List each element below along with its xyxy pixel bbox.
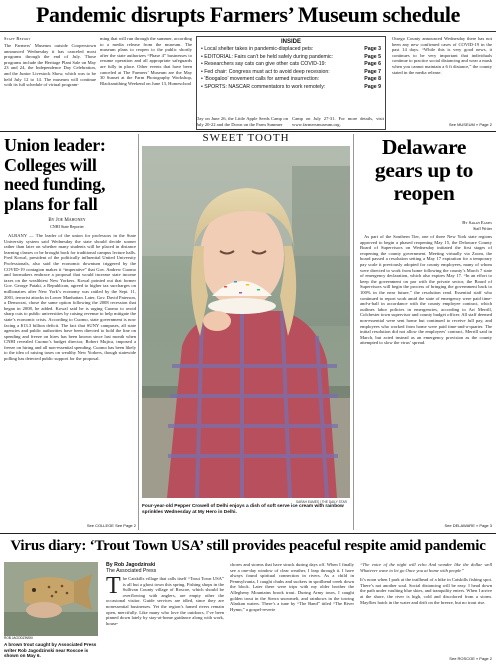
bottom-see-link[interactable]: See ROSCOE » Page 2 <box>449 656 492 661</box>
photo-caption: Four-year-old Pepper Crowell of Delhi enjoys a dish of soft serve ice cream with rainbow sprinkles Wednesday at My Hero in Delhi. <box>142 504 344 515</box>
inside-item[interactable]: • Researchers say cats can give other cats COVID-19: Page 6 <box>201 61 381 68</box>
inside-item[interactable]: • ‘Boogaloo’ movement calls for armed insurrection: Page 8 <box>201 76 381 83</box>
trout-image <box>4 562 98 636</box>
top-see-link[interactable]: See MUSEUM » Page 2 <box>448 122 492 127</box>
bottom-story-col-3: “The voice of the night will echo And wonder like the dollar well Whatever wave to let go Once you at home with people” It’s noon when I park at the trailhead of a hike in Catskills fishing spot. There’s not another soul. Social distancing will be easy. I head down the path under vaulting blue skies, and tranquility enters. When I arrive at the shore, the river is high, cold and discolored from a storm. Mayflies hatch in the water and drift on the breeze, but no trout rise. <box>360 562 492 605</box>
top-story-col-3: Day on June 26, the Little Apple Seeds Camp on July 20-22 and the Down on the Farm Summer <box>196 116 288 127</box>
inside-item[interactable]: • Fed chair: Congress must act to avoid deep recession: Page 7 <box>201 68 381 75</box>
right-story-body: As part of the Southern Tier, one of three New York state regions approved to begin a phased reopening May 15, the Delaware County Board of Supervisors on Wednesday initiated the first stages of reopening the county government. Meeting virtually via Zoom, the board passed a resolution setting a May 17 expiration for a temporary pay scale it previously adopted for county employees, many of whom were directed to work from home following the county’s March 7 state of emergency declaration, which also expires May 17. “In an effort to keep the government on par with the private sector, the Board of Supervisors will begin the process of bringing the government back to 100% in the near future,” the resolution read. Essential staff who continued to report work amid the state of emergency were paid time-and-a-half in accordance with the county employee contract, which outlines labor policies in emergencies, according to Art Merrill, Colchester town supervisor and county budget officer. All staff deemed non-essential were sent home but continued to receive full pay, and employees who worked from home were paid time-and-a-quarter. The initial resolution did not allow the employees’ contract, Merrill said in March, but acted instead as an emergency provision as the county attempted to slow the virus’ spread. <box>360 234 492 346</box>
top-story-col-2: ming that will run through the summer, according to a media release from the museum. The museum plans to reopen to the public shortly after the state authorizes “Phase 4” businesses to resume operation and all appropriate safeguards are fully in place. Other events that have been canceled at The Farmers’ Museum are the May 30 Sunset at the Farm Photography Workshop, Blacksmithing Weekend on June 13, Homeschool <box>100 36 192 86</box>
right-headline[interactable]: Delaware gears up to reopen <box>374 135 474 205</box>
bottom-story-col-2: chores and storms that have struck during days off. When I finally see a one-day window of clear weather, I leap through it. I have always found spiritual connection in rivers. As a child in Pennsylvania, I caught chubs and suckers in spoilbend creek down the block. Later there were trips with my older brother the Allegheny Mountains brook trout. During Army tours, I caught golden trout in the Sierra snowmelt, and rainbows in the towing Alaskan waters. There’s a tune by “The Band” titled “The River Hymn,” a gospel-reverie <box>230 562 354 612</box>
section-divider <box>0 533 496 534</box>
bottom-byline: By Rob Jagodzinski The Associated Press <box>106 562 157 574</box>
inside-item[interactable]: • EDITORIAL: Fairs can’t be held safely during pandemic: Page 5 <box>201 53 381 60</box>
top-headline[interactable]: Pandemic disrupts Farmers’ Museum schedule <box>36 2 460 27</box>
left-story-body: ALBANY — The leader of the union for professors in the State University system said Wednesday the state should decide sooner rather than later on whether many students will be placed in distance learning classes or be brought back for traditional campus lecture halls. Fred Kowal, president of the politically influential United University Professionals, also said the economic downturn triggered by the COVID-19 contagion makes it “imperative” that Gov. Andrew Cuomo and lawmakers embrace a proposal that would increase state income taxes on the wealthiest New Yorkers. Kowal pointed out that former Gov. George Pataki, a Republican, agreed to higher tax surcharges on millionaires after New York’s economy was rattled by the Sept. 11, 2001, terrorist attacks in Lower Manhattan. Later, Gov. David Paterson, a Democrat, chose the same option following the 2008 recession that began in 2008, he added. Kowal said he is urging Cuomo to avoid sharp cuts to public universities by raising revenue to help mitigate the state’s economic crisis. According to Cuomo, state government is now facing a $13.3 billion deficit. The fact that SUNY campuses, all state agencies and public authorities have been directed to hold the line on spending and freeze on hires has been known since last month when CNHI revealed Cuomo’s budget director, Robert Mujica, imposed a freeze on hiring and all non-essential spending. Cuomo has been likely to the idea of raising taxes on wealthy New Yorkers, though statewide polling has detected public support for the proposal. <box>4 233 136 362</box>
bottom-story-col-1: The Catskills village that calls itself “Trout Town USA” is all but a ghost town this spring. Fishing shops in the Sullivan County village of Roscoe, which should be overflowing with anglers, are empty other the occasional visitor. Guide services are idled, since they are nonessential businesses. Yet the region’s famed rivers remain open, mercifully. Like many who love the outdoors, I’ve been pinned down lately by stay-at-home guidance along with work, house- <box>106 576 224 626</box>
left-byline: By Joe Mahoney CNHI State Reporter <box>48 218 86 229</box>
right-byline: By Sarah Eames Staff Writer <box>462 220 492 231</box>
top-story-col-4: Camp on July 27-31. For more details, visit www.farmersmuseum.org. <box>292 116 384 127</box>
column-divider <box>138 134 139 530</box>
photo-kicker: SWEET TOOTH <box>202 132 290 144</box>
top-story-col-1: The Farmers’ Museum outside Cooperstown announced Wednesday it has canceled most programs through the end of July. Those programs include the Heritage Plant Sale on May 23 and 24, the Independence Day Celebration, and the Junior Livestock Show, which was to be held July 12 to 14. The museum will continue with its full schedule of virtual program- <box>4 43 96 88</box>
bottom-photo-caption: A brown trout caught by Associated Press writer Rob Jagodzinski near Roscoe is shown on May 6. <box>4 642 97 659</box>
inside-item[interactable]: • Local shelter takes in pandemic-displaced pets: Page 3 <box>201 46 381 52</box>
pull-quote: “The voice of the night will echo And wonder like the dollar well Whatever wave to let go Once you at home with people” <box>360 562 492 573</box>
top-divider <box>0 31 496 32</box>
column-divider <box>353 134 354 530</box>
bottom-headline[interactable]: Virus diary: ‘Trout Town USA’ still provides peaceful respite amid pandemic <box>10 538 486 554</box>
photo-image <box>142 146 350 498</box>
right-see-link[interactable]: See DELAWARE » Page 3 <box>444 523 492 528</box>
left-headline[interactable]: Union leader: Colleges will need funding, plans for fall <box>4 135 106 214</box>
photo-girl-ice-cream <box>142 146 350 498</box>
inside-title: INSIDE <box>280 39 301 45</box>
top-byline: Staff Report <box>4 36 31 41</box>
left-see-link[interactable]: See COLLEGE See Page 2 <box>86 523 136 528</box>
photo-credit: SARAH EAMES | THE DAILY STAR <box>296 500 347 504</box>
top-story-col-5: Otsego County announced Wednesday there has not been any new confirmed cases of COVID-19 in the past 14 days. “While this is very good news, it continues to be very important that individuals continue to practice social distancing and wear a mask when you cannot maintain a 6 ft distance,” the county stated in the media release. <box>392 36 492 75</box>
dropcap: T <box>106 576 121 599</box>
bottom-photo-credit: ROB JAGODZINSKI <box>4 636 34 640</box>
photo-brown-trout <box>4 562 98 636</box>
inside-item[interactable]: • SPORTS: NASCAR commentators to work remotely: Page 9 <box>201 83 381 90</box>
